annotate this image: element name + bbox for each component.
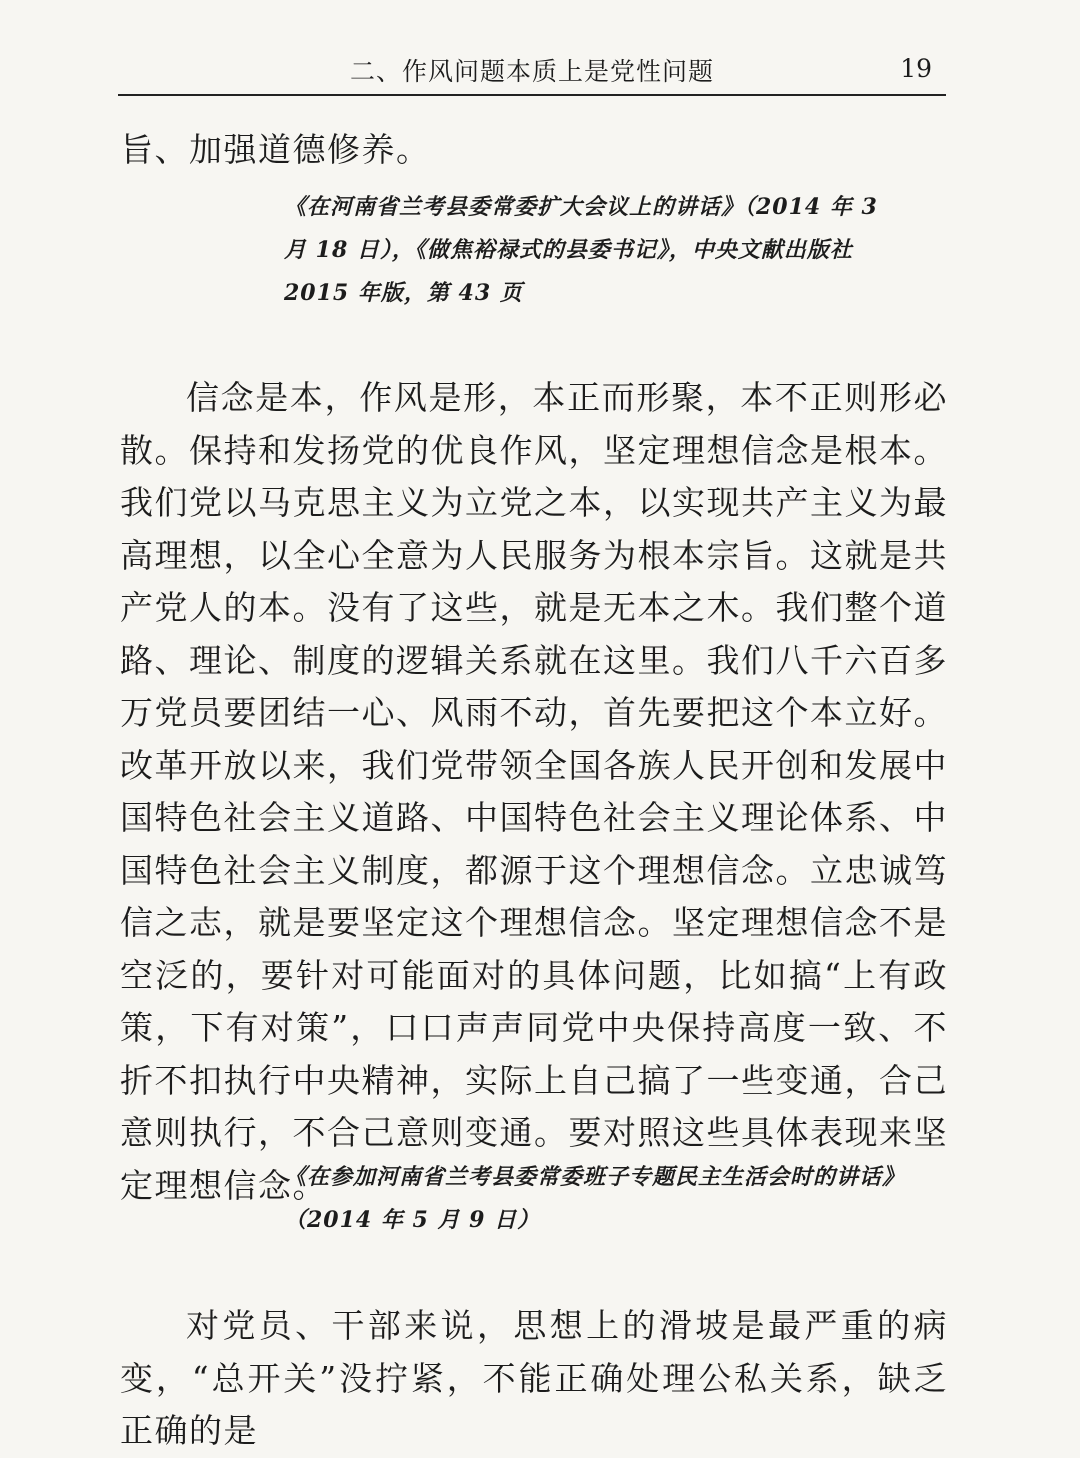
paragraph-body: 信念是本，作风是形，本正而形聚，本不正则形必散。保持和发扬党的优良作风，坚定理想信念是根本。我们党以马克思主义为立党之本，以实现共产主义为最高理想，以全心全意为人民服务为根本宗旨。这就是共产党人的本。没有了这些，就是无本之木。我们整个道路、理论、制度的逻辑关系就在这里。我们八千六百多万党员要团结一心、风雨不动，首先要把这个本立好。改革开放以来，我们党带领全国各族人民开创和发展中国特色社会主义道路、中国特色社会主义理论体系、中国特色社会主义制度，都源于这个理想信念。立忠诚笃信之志，就是要坚定这个理想信念。坚定理想信念不是空泛的，要针对可能面对的具体问题，比如搞“上有政策，下有对策”，口口声声同党中央保持高度一致、不折不扣执行中央精神，实际上自己搞了一些变通，合己意则执行，不合己意则变通。要对照这些具体表现来坚定理想信念。 <box>120 378 948 1205</box>
citation-line: 月 18 日），《做焦裕禄式的县委书记》，中央文献出版社 <box>284 237 853 263</box>
citation-line: 《在参加河南省兰考县委常委班子专题民主生活会时的讲话》 <box>284 1164 906 1190</box>
citation-line: （2014 年 5 月 9 日） <box>284 1207 541 1233</box>
paragraph-continued: 旨、加强道德修养。 <box>120 130 431 169</box>
page-number: 19 <box>900 54 932 83</box>
citation-line: 《在河南省兰考县委常委扩大会议上的讲话》（2014 年 3 <box>284 194 878 220</box>
citation-line: 2015 年版，第 43 页 <box>284 280 523 306</box>
paragraph-next: 对党员、干部来说，思想上的滑坡是最严重的病变，“总开关”没拧紧，不能正确处理公私关系，缺乏正确的是 <box>120 1306 948 1450</box>
citation-1 <box>284 186 946 315</box>
citation-2 <box>284 1156 946 1242</box>
running-header <box>118 52 946 96</box>
chapter-title: 二、作风问题本质上是党性问题 <box>350 57 715 86</box>
header-divider <box>118 94 946 96</box>
